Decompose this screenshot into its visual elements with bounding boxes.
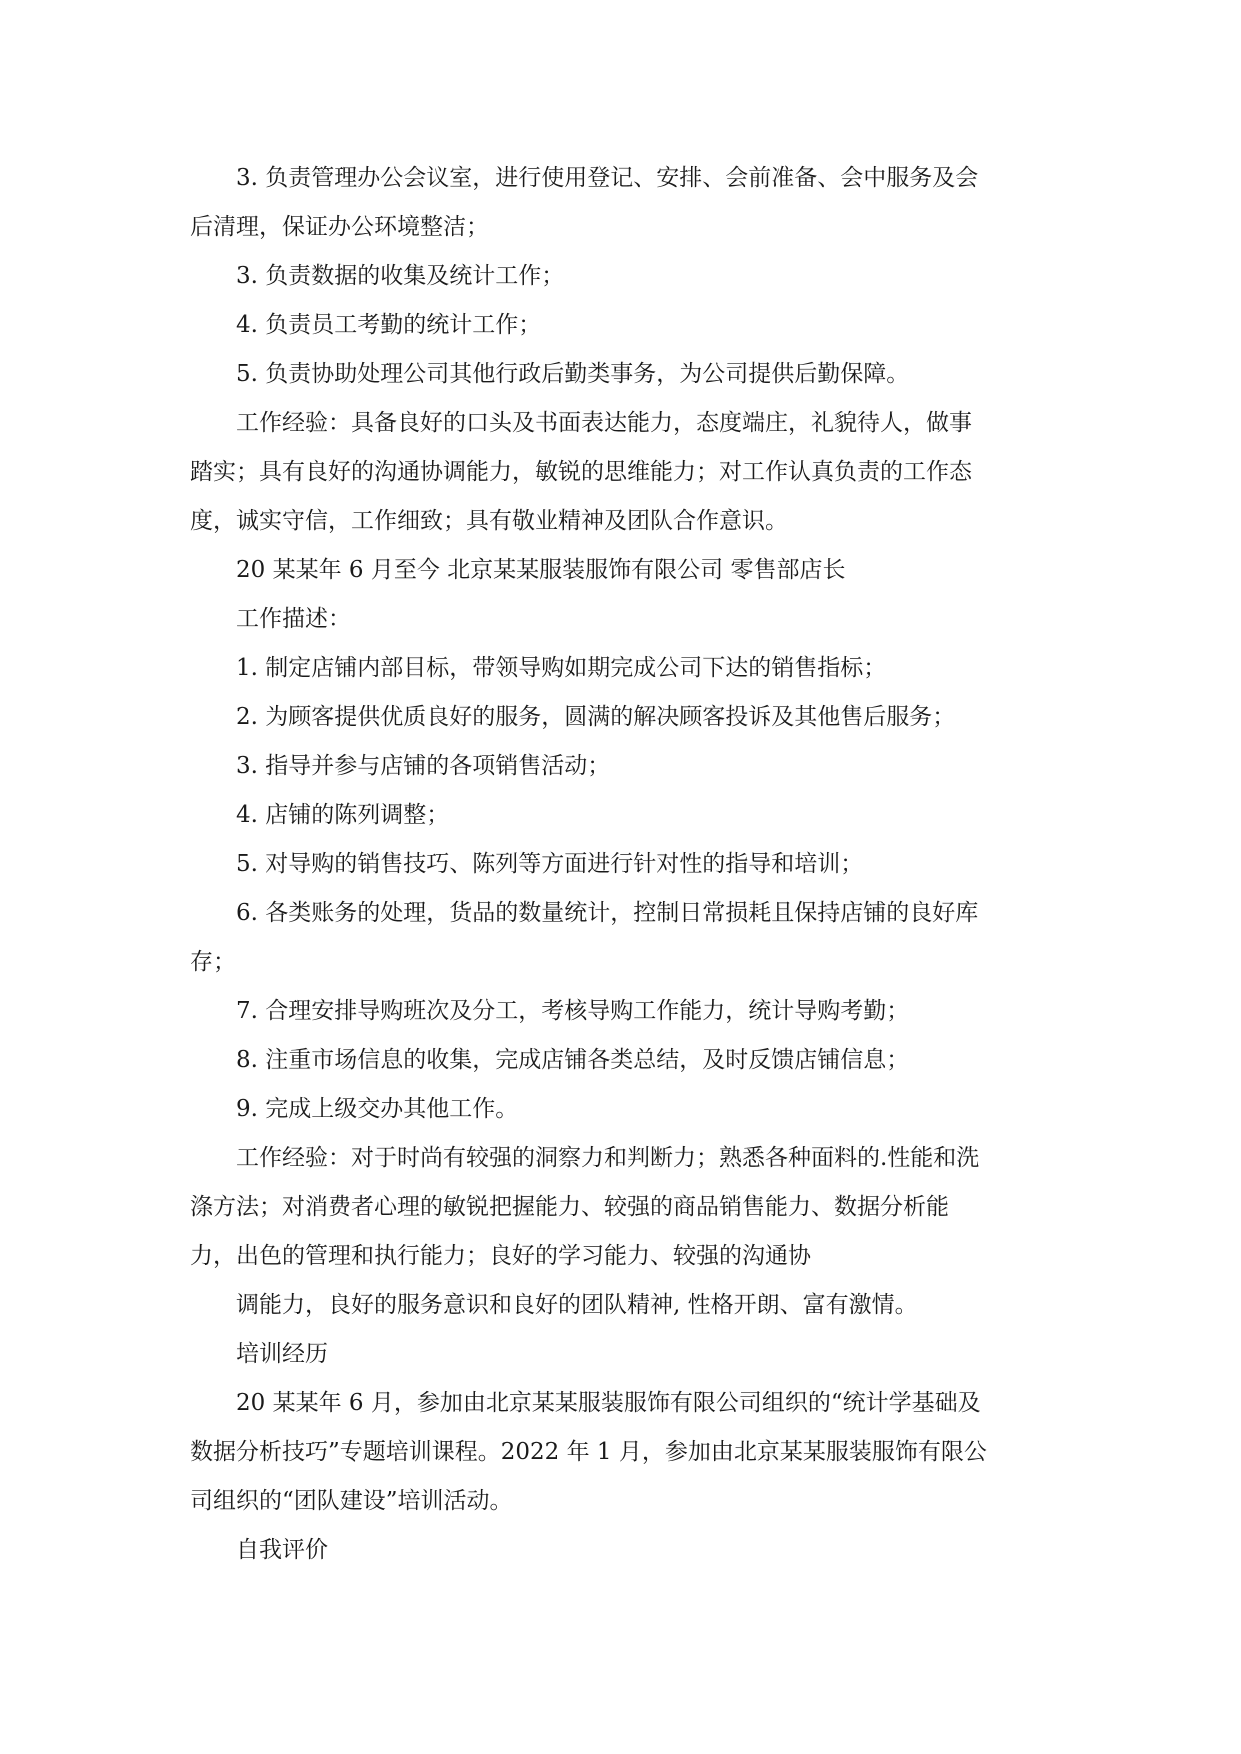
text-line: 度，诚实守信，工作细致；具有敬业精神及团队合作意识。: [190, 508, 788, 534]
text-line: 2. 为顾客提供优质良好的服务，圆满的解决顾客投诉及其他售后服务；: [236, 704, 956, 730]
section-heading: 自我评价: [236, 1537, 328, 1563]
text-line: 3. 负责数据的收集及统计工作；: [236, 263, 565, 289]
text-line: 工作描述：: [236, 606, 351, 632]
text-line: 4. 负责员工考勤的统计工作；: [236, 312, 542, 338]
document-body: [190, 154, 1052, 1575]
text-line: 3. 指导并参与店铺的各项销售活动；: [236, 753, 611, 779]
text-line: 1. 制定店铺内部目标，带领导购如期完成公司下达的销售指标；: [236, 655, 887, 681]
text-line: 涤方法；对消费者心理的敏锐把握能力、较强的商品销售能力、数据分析能: [190, 1194, 949, 1220]
text-line: 力，出色的管理和执行能力；良好的学习能力、较强的沟通协: [190, 1243, 811, 1269]
text-line: 8. 注重市场信息的收集，完成店铺各类总结，及时反馈店铺信息；: [236, 1047, 910, 1073]
text-line: 踏实；具有良好的沟通协调能力，敏锐的思维能力；对工作认真负责的工作态: [190, 459, 972, 485]
text-line: 20 某某年 6 月至今 北京某某服装服饰有限公司 零售部店长: [236, 557, 846, 583]
text-line: 5. 对导购的销售技巧、陈列等方面进行针对性的指导和培训；: [236, 851, 864, 877]
text-line: 工作经验：具备良好的口头及书面表达能力，态度端庄，礼貌待人，做事: [236, 410, 972, 436]
text-line: 20 某某年 6 月，参加由北京某某服装服饰有限公司组织的“统计学基础及: [236, 1390, 981, 1416]
text-line: 4. 店铺的陈列调整；: [236, 802, 450, 828]
text-line: 5. 负责协助处理公司其他行政后勤类事务，为公司提供后勤保障。: [236, 361, 910, 387]
text-line: 司组织的“团队建设”培训活动。: [190, 1488, 513, 1514]
text-line: 调能力，良好的服务意识和良好的团队精神, 性格开朗、富有激情。: [236, 1292, 918, 1318]
text-line: 数据分析技巧”专题培训课程。2022 年 1 月，参加由北京某某服装服饰有限公: [190, 1439, 987, 1465]
text-line: 存；: [190, 949, 236, 975]
text-line: 7. 合理安排导购班次及分工，考核导购工作能力，统计导购考勤；: [236, 998, 910, 1024]
text-line: 3. 负责管理办公会议室，进行使用登记、安排、会前准备、会中服务及会: [236, 165, 979, 191]
text-line: 6. 各类账务的处理，货品的数量统计，控制日常损耗且保持店铺的良好库: [236, 900, 979, 926]
text-line: 工作经验：对于时尚有较强的洞察力和判断力；熟悉各种面料的.性能和洗: [236, 1145, 980, 1171]
text-line: 后清理，保证办公环境整洁；: [190, 214, 489, 240]
section-heading: 培训经历: [236, 1341, 328, 1367]
text-line: 9. 完成上级交办其他工作。: [236, 1096, 519, 1122]
